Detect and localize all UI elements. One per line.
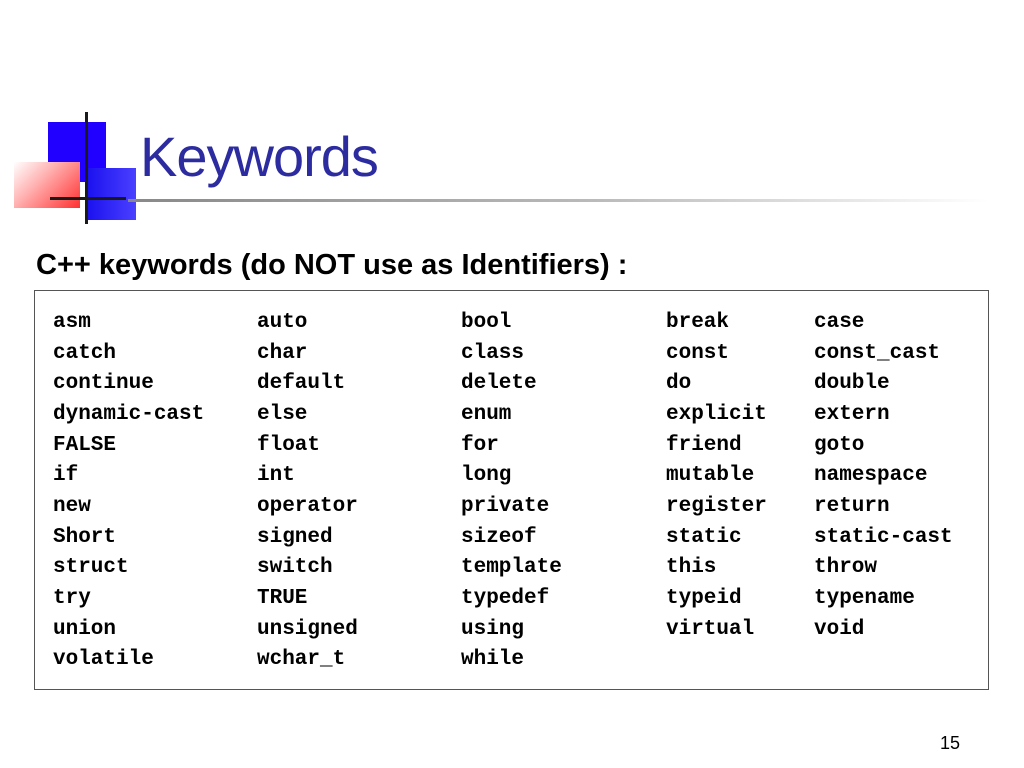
logo-red-square	[14, 162, 80, 208]
keyword-cell: static	[666, 525, 742, 549]
keyword-cell: double	[814, 372, 890, 396]
keyword-cell: virtual	[666, 617, 755, 641]
title-underline	[128, 199, 988, 202]
slide-subtitle: C++ keywords (do NOT use as Identifiers) :	[36, 249, 628, 281]
page-number: 15	[940, 733, 961, 753]
logo-horizontal-line	[50, 197, 126, 200]
keyword-row	[53, 553, 984, 584]
keyword-cell: asm	[53, 310, 91, 334]
keyword-cell: template	[461, 556, 562, 580]
keyword-cell: typeid	[666, 587, 742, 611]
keyword-cell: float	[257, 433, 321, 457]
keyword-cell: FALSE	[53, 433, 117, 457]
keyword-cell: unsigned	[257, 617, 358, 641]
keyword-cell: using	[461, 617, 525, 641]
keyword-cell: const	[666, 341, 730, 365]
keyword-row	[53, 430, 984, 461]
keywords-table	[53, 307, 984, 675]
keyword-row	[53, 491, 984, 522]
keyword-row	[53, 460, 984, 491]
keyword-cell: char	[257, 341, 308, 365]
keyword-cell: enum	[461, 402, 512, 426]
keyword-cell: union	[53, 617, 117, 641]
keyword-cell: delete	[461, 372, 537, 396]
keyword-cell: break	[666, 310, 730, 334]
keyword-cell: continue	[53, 372, 154, 396]
keyword-cell: case	[814, 310, 865, 334]
keyword-cell: if	[53, 464, 79, 488]
keyword-cell: static-cast	[814, 525, 953, 549]
keyword-cell: do	[666, 372, 692, 396]
logo-vertical-line	[85, 112, 88, 224]
keyword-cell	[814, 645, 984, 676]
keyword-cell: const_cast	[814, 341, 941, 365]
keyword-cell: try	[53, 587, 91, 611]
keyword-row	[53, 645, 984, 676]
keyword-cell: throw	[814, 556, 878, 580]
logo-blue-square-lower	[86, 168, 136, 220]
keyword-cell: int	[257, 464, 295, 488]
keyword-cell: TRUE	[257, 587, 308, 611]
keyword-cell: new	[53, 494, 91, 518]
keyword-row	[53, 307, 984, 338]
keyword-cell: else	[257, 402, 308, 426]
keyword-cell: this	[666, 556, 717, 580]
keywords-box	[34, 290, 989, 690]
keyword-cell: extern	[814, 402, 890, 426]
keyword-cell: long	[461, 464, 512, 488]
keyword-cell: Short	[53, 525, 117, 549]
keywords-table-body	[53, 307, 984, 675]
keyword-cell: explicit	[666, 402, 767, 426]
keyword-cell: switch	[257, 556, 333, 580]
keyword-cell: dynamic-cast	[53, 402, 205, 426]
keyword-cell: catch	[53, 341, 117, 365]
keyword-row	[53, 583, 984, 614]
keyword-cell: bool	[461, 310, 512, 334]
keyword-cell: class	[461, 341, 525, 365]
keyword-cell: friend	[666, 433, 742, 457]
keyword-row	[53, 522, 984, 553]
keyword-cell: default	[257, 372, 346, 396]
keyword-row	[53, 614, 984, 645]
keyword-cell: sizeof	[461, 525, 537, 549]
keyword-cell: typedef	[461, 587, 550, 611]
keyword-cell: volatile	[53, 648, 154, 672]
keyword-cell: struct	[53, 556, 129, 580]
keyword-cell: goto	[814, 433, 865, 457]
keyword-cell: void	[814, 617, 865, 641]
keyword-row	[53, 368, 984, 399]
keyword-row	[53, 399, 984, 430]
keyword-cell: operator	[257, 494, 358, 518]
keyword-cell: while	[461, 648, 525, 672]
keyword-cell: auto	[257, 310, 308, 334]
keyword-cell: typename	[814, 587, 915, 611]
slide-title: Keywords	[140, 125, 378, 188]
keyword-cell	[666, 645, 814, 676]
keyword-cell: namespace	[814, 464, 928, 488]
keyword-cell: wchar_t	[257, 648, 346, 672]
keyword-cell: register	[666, 494, 767, 518]
keyword-cell: private	[461, 494, 550, 518]
keyword-row	[53, 338, 984, 369]
keyword-cell: mutable	[666, 464, 755, 488]
keyword-cell: return	[814, 494, 890, 518]
keyword-cell: signed	[257, 525, 333, 549]
slide-logo-decoration	[0, 0, 160, 240]
keyword-cell: for	[461, 433, 499, 457]
